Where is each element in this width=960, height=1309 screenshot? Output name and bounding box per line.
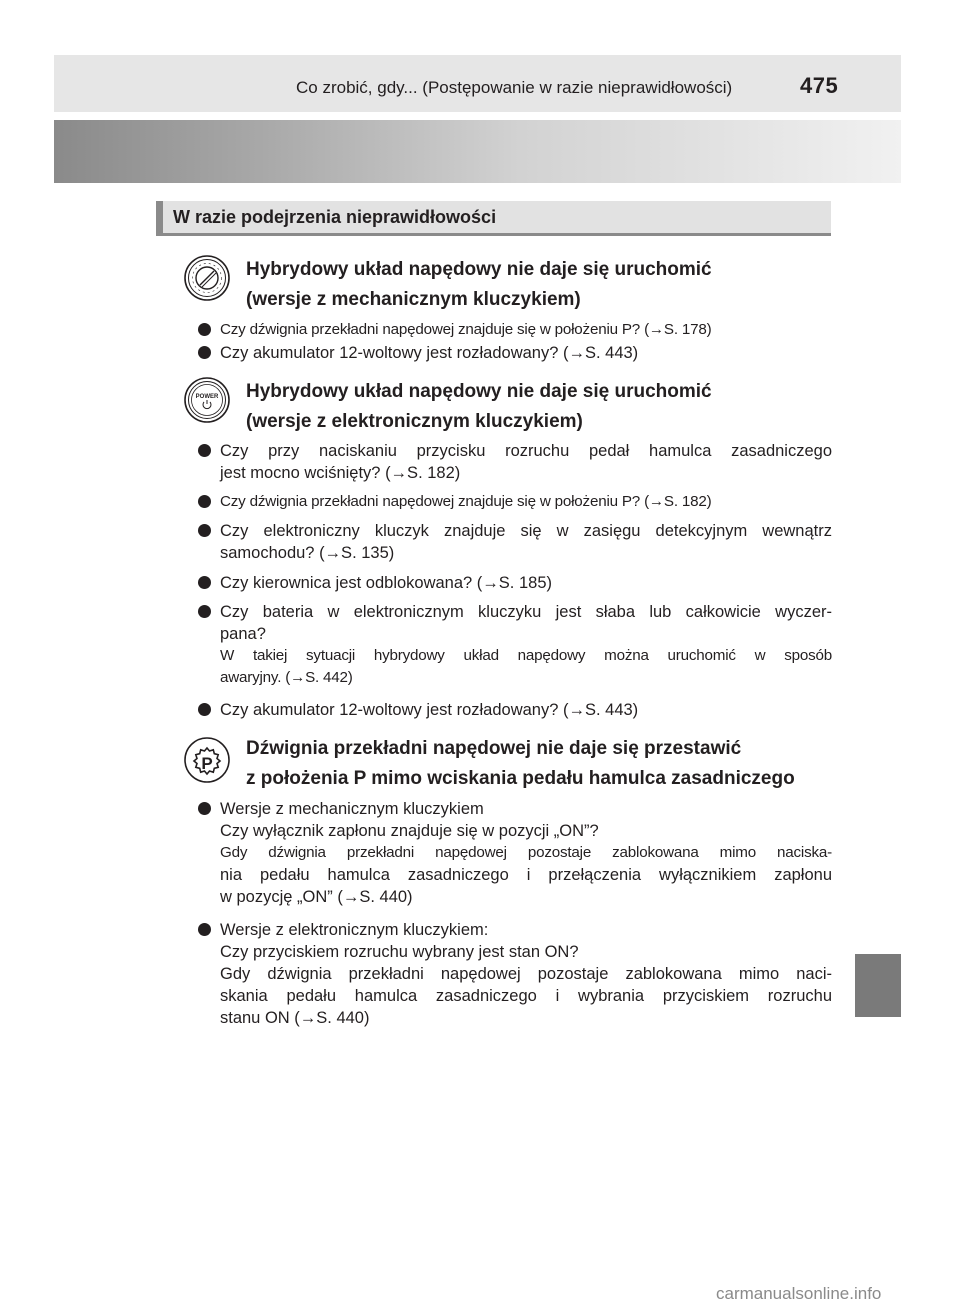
subsection-heading-1 [246, 255, 712, 315]
list-item-text: Czy akumulator 12-woltowy jest rozładowany? (→S. 443) [220, 344, 639, 362]
list-item-text: Gdy dźwignia przekładni napędowej pozostaje zablokowana mimo naci- [220, 965, 832, 983]
list-item-text: Czy dźwignia przekładni napędowej znajduje się w położeniu P? (→S. 182) [220, 493, 712, 510]
heading-line: (wersje z elektronicznym kluczykiem) [246, 411, 583, 432]
list-item [198, 520, 832, 564]
list-item-text: skania pedału hamulca zasadniczego i wybrania przyciskiem rozruchu [220, 987, 832, 1005]
list-item-text: Czy kierownica jest odblokowana? (→S. 185) [220, 574, 552, 592]
svg-text:POWER: POWER [195, 394, 219, 400]
bullet-dot [198, 802, 211, 815]
list-item-text: Czy przy naciskaniu przycisku rozruchu pedał hamulca zasadniczego [220, 442, 832, 460]
park-gear-warning-icon [183, 736, 231, 784]
list-item-text: Czy wyłącznik zapłonu znajduje się w pozycji „ON”? [220, 822, 599, 840]
list-item-text: W takiej sytuacji hybrydowy układ napędowy można uruchomić w sposób [220, 647, 832, 664]
heading-line: Dźwignia przekładni napędowej nie daje się przestawić [246, 738, 742, 759]
list-item [198, 601, 832, 689]
list-item [198, 342, 832, 364]
list-item-text: jest mocno wciśnięty? (→S. 182) [220, 464, 461, 482]
bullet-dot [198, 495, 211, 508]
list-item-text: nia pedału hamulca zasadniczego i przełączenia wyłącznikiem zapłonu [220, 866, 832, 884]
power-button-icon [183, 376, 231, 424]
list-item [198, 919, 832, 1029]
list-item-text: w pozycję „ON” (→S. 440) [220, 888, 413, 906]
list-item [198, 572, 832, 594]
bullet-dot [198, 576, 211, 589]
list-item-text: stanu ON (→S. 440) [220, 1009, 370, 1027]
subsection-heading-2 [246, 377, 712, 437]
list-item [198, 319, 832, 341]
list-item [198, 440, 832, 484]
list-item-text: samochodu? (→S. 135) [220, 544, 395, 562]
page-header-title: Co zrobić, gdy... (Postępowanie w razie nieprawidłowości) [296, 78, 733, 97]
chapter-side-tab [855, 954, 901, 1017]
list-item [198, 798, 832, 908]
bullet-dot [198, 444, 211, 457]
watermark-text: carmanualsonline.info [716, 1284, 882, 1303]
list-item-text: Czy akumulator 12-woltowy jest rozładowany? (→S. 443) [220, 701, 639, 719]
list-item-text: Czy dźwignia przekładni napędowej znajduje się w położeniu P? (→S. 178) [220, 321, 712, 338]
list-item-text: Gdy dźwignia przekładni napędowej pozostaje zablokowana mimo naciska- [220, 844, 832, 861]
heading-line: (wersje z mechanicznym kluczykiem) [246, 289, 581, 310]
bullet-dot [198, 703, 211, 716]
heading-line: Hybrydowy układ napędowy nie daje się uruchomić [246, 381, 712, 402]
list-item-text: pana? [220, 625, 266, 643]
list-item [198, 491, 832, 513]
subsection-heading-3 [246, 734, 795, 794]
bullet-dot [198, 346, 211, 359]
bullet-dot [198, 323, 211, 336]
section-title: W razie podejrzenia nieprawidłowości [173, 207, 497, 227]
chapter-gradient-band [54, 120, 901, 183]
list-item-text: Czy przyciskiem rozruchu wybrany jest stan ON? [220, 943, 579, 961]
bullet-dot [198, 923, 211, 936]
list-item-text: awaryjny. (→S. 442) [220, 669, 353, 686]
page-number: 475 [800, 73, 839, 98]
list-item-text: Czy bateria w elektronicznym kluczyku jest słaba lub całkowicie wyczer- [220, 603, 832, 621]
park-letter: P [201, 754, 213, 773]
bullet-dot [198, 524, 211, 537]
list-item-text: Wersje z elektronicznym kluczykiem: [220, 921, 489, 939]
heading-line: z położenia P mimo wciskania pedału hamulca zasadniczego [246, 768, 795, 789]
heading-line: Hybrydowy układ napędowy nie daje się uruchomić [246, 259, 712, 280]
list-item [198, 699, 832, 721]
ignition-key-switch-icon [183, 254, 231, 302]
bullet-dot [198, 605, 211, 618]
list-item-text: Czy elektroniczny kluczyk znajduje się w zasięgu detekcyjnym wewnątrz [220, 522, 832, 540]
list-item-text: Wersje z mechanicznym kluczykiem [220, 800, 484, 818]
